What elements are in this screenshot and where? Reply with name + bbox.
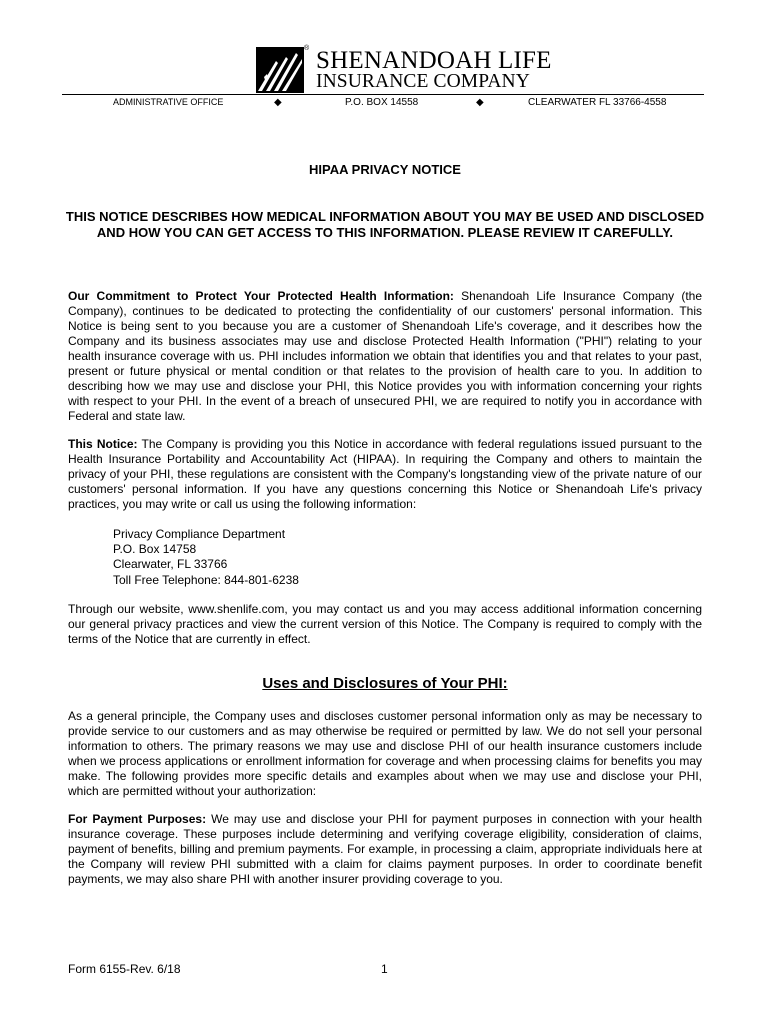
notice-headline: THIS NOTICE DESCRIBES HOW MEDICAL INFORMATION ABOUT YOU MAY BE USED AND DISCLOSED AND HOW YOU CAN GET ACCESS TO THIS INFORMATION. PLEASE REVIEW IT CAREFULLY. (65, 209, 705, 240)
company-logo (256, 45, 552, 93)
registered-mark: ® (304, 45, 310, 52)
city-address: CLEARWATER FL 33766-4558 (528, 97, 667, 108)
this-notice-text: The Company is providing you this Notice in accordance with federal regulations issued pursuant to the Health Insurance Portability and Accountability Act (HIPAA). In requiring the Company and others to maintain the privacy of your PHI, these regulations are consistent with the Company's longstanding view of the private nature of our customers' personal information. If you have any questions concerning this Notice or Shenandoah Life's privacy practices, you may write or call us using the following information: (68, 437, 702, 511)
contact-department: Privacy Compliance Department (113, 527, 286, 541)
form-number: Form 6155-Rev. 6/18 (68, 962, 181, 976)
page-number: 1 (381, 962, 388, 976)
website-paragraph: Through our website, www.shenlife.com, you may contact us and you may access additional information concerning our general privacy practices and view the current version of this Notice. The Company is required to comply with the terms of the Notice that are currently in effect. (68, 602, 702, 646)
commitment-paragraph (68, 289, 702, 424)
payment-heading: For Payment Purposes: (68, 812, 207, 826)
company-name-line2: INSURANCE COMPANY (316, 71, 530, 92)
this-notice-paragraph (68, 437, 702, 512)
payment-paragraph (68, 812, 702, 887)
letterhead-divider (62, 94, 704, 95)
po-box: P.O. BOX 14558 (345, 97, 419, 108)
office-label: ADMINISTRATIVE OFFICE (113, 97, 224, 107)
commitment-heading: Our Commitment to Protect Your Protected Health Information: (68, 289, 454, 303)
contact-city: Clearwater, FL 33766 (113, 557, 228, 572)
commitment-text: Shenandoah Life Insurance Company (the Company), continues to be dedicated to protecting the confidentiality of our customers' personal information. This Notice is being sent to you because you are a customer of Shenandoah Life's coverage, and it describes how the Company and its business associates may use and disclose Protected Health Information ("PHI") relating to your health insurance coverage with us. PHI includes information we obtain that identifies you and that relates to your past, present or future physical or mental condition or that relates to the provision of health care to you. In addition to describing how we may use and disclose your PHI, this Notice provides you with information concerning your rights with respect to your PHI. In the event of a breach of unsecured PHI, we are required to notify you in accordance with Federal and state law. (68, 289, 702, 423)
this-notice-heading: This Notice: (68, 437, 138, 451)
contact-po-box: P.O. Box 14758 (113, 542, 197, 557)
payment-text: We may use and disclose your PHI for payment purposes in connection with your health insurance coverage. These purposes include determining and verifying coverage eligibility, consideration of claims, payment of benefits, billing and premium payments. For example, in processing a claim, appropriate individuals here at the Company will review PHI submitted with a claim for claims payment purposes. In order to coordinate benefit payments, we may also share PHI with another insurer providing coverage to you. (68, 812, 702, 886)
section-title-uses: Uses and Disclosures of Your PHI: (262, 675, 508, 692)
contact-address-block (113, 527, 299, 588)
document-title: HIPAA PRIVACY NOTICE (309, 162, 461, 177)
company-name-line1: SHENANDOAH LIFE (316, 47, 552, 74)
contact-phone: Toll Free Telephone: 844-801-6238 (113, 572, 299, 587)
diamond-separator-icon: ◆ (476, 97, 484, 108)
logo-emblem-icon (256, 47, 304, 93)
diamond-separator-icon: ◆ (274, 97, 282, 108)
general-principle-paragraph: As a general principle, the Company uses and discloses customer personal information only as may be necessary to provide service to our customers and as may otherwise be required or permitted by law. We do not sell your personal information to others. The primary reasons we may use and disclose PHI of our health insurance customers include when we process applications or enrollment information for coverage and when processing claims for benefits you may make. The following provides more specific details and examples about when we may use and disclose your PHI, which are permitted without your authorization: (68, 709, 702, 798)
